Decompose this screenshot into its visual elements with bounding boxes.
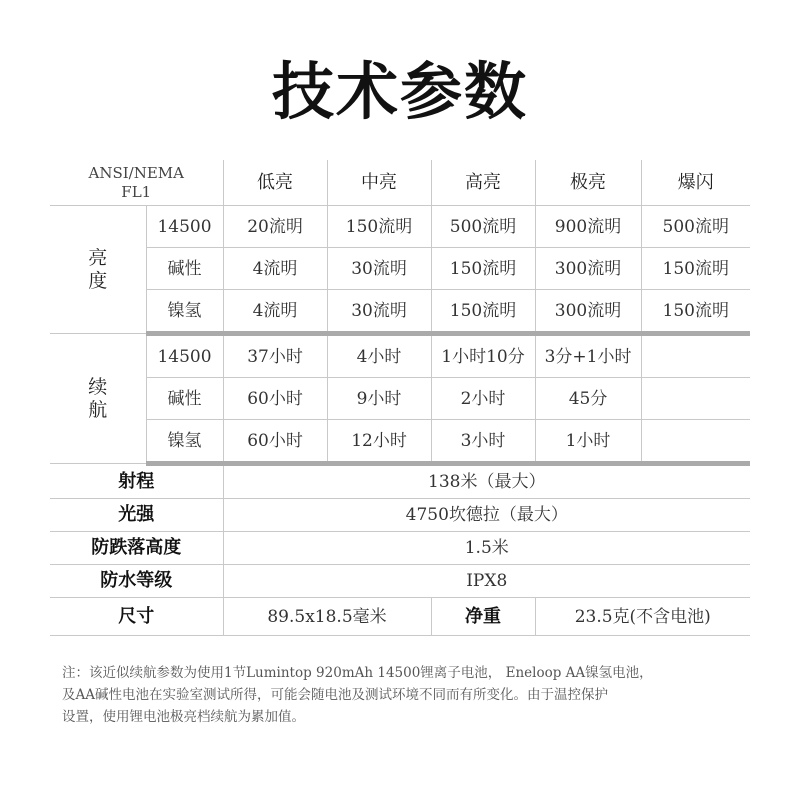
value-cell: 60小时 [223, 420, 327, 464]
battery-label: 碱性 [146, 378, 223, 420]
value-cell: 4小时 [327, 334, 431, 378]
battery-label: 14500 [146, 334, 223, 378]
value-cell: 3分+1小时 [535, 334, 641, 378]
battery-label: 14500 [146, 206, 223, 248]
runtime-label-char2: 航 [88, 398, 108, 421]
value-cell: 500流明 [431, 206, 535, 248]
battery-label: 镍氢 [146, 290, 223, 334]
spec-label: 防水等级 [50, 565, 223, 598]
standard-label-line2: FL1 [121, 182, 152, 201]
page-title: 技术参数 [271, 55, 528, 128]
spec-table [50, 160, 750, 636]
value-cell: 2小时 [431, 378, 535, 420]
value-cell: 150流明 [641, 290, 750, 334]
runtime-row-nimh [50, 420, 750, 464]
spec-row-waterproof [50, 565, 750, 598]
spec-row-impact [50, 532, 750, 565]
value-cell: 20流明 [223, 206, 327, 248]
spec-row-beam-distance [50, 464, 750, 499]
mode-header-low: 低亮 [223, 160, 327, 206]
standard-label-line1: ANSI/NEMA [88, 163, 184, 182]
weight-label: 净重 [431, 598, 535, 636]
mode-header-strobe: 爆闪 [641, 160, 750, 206]
standard-label-cell [50, 160, 223, 206]
value-cell: 30流明 [327, 290, 431, 334]
spec-label: 光强 [50, 499, 223, 532]
footnote [62, 662, 762, 728]
runtime-label-char1: 续 [88, 375, 108, 398]
battery-label: 碱性 [146, 248, 223, 290]
value-cell: 300流明 [535, 248, 641, 290]
spec-label: 射程 [50, 464, 223, 499]
mode-header-turbo: 极亮 [535, 160, 641, 206]
value-cell: 300流明 [535, 290, 641, 334]
mode-header-high: 高亮 [431, 160, 535, 206]
size-value: 89.5x18.5毫米 [223, 598, 431, 636]
spec-row-intensity [50, 499, 750, 532]
brightness-label-char2: 度 [88, 269, 108, 292]
value-cell: 3小时 [431, 420, 535, 464]
value-cell [641, 334, 750, 378]
spec-label: 防跌落高度 [50, 532, 223, 565]
runtime-row-14500 [50, 334, 750, 378]
runtime-group-label [50, 334, 146, 464]
value-cell: 30流明 [327, 248, 431, 290]
value-cell: 1小时 [535, 420, 641, 464]
runtime-row-alkaline [50, 378, 750, 420]
value-cell: 500流明 [641, 206, 750, 248]
spec-row-size-weight [50, 598, 750, 636]
value-cell: 1小时10分 [431, 334, 535, 378]
header-row [50, 160, 750, 206]
value-cell: 4流明 [223, 290, 327, 334]
size-label: 尺寸 [50, 598, 223, 636]
value-cell: 900流明 [535, 206, 641, 248]
value-cell: 150流明 [327, 206, 431, 248]
brightness-row-14500 [50, 206, 750, 248]
value-cell [641, 420, 750, 464]
value-cell: 45分 [535, 378, 641, 420]
value-cell: 9小时 [327, 378, 431, 420]
spec-value: 1.5米 [223, 532, 750, 565]
spec-value: 138米（最大） [223, 464, 750, 499]
value-cell: 150流明 [641, 248, 750, 290]
footnote-line: 及AA碱性电池在实验室测试所得，可能会随电池及测试环境不同而有所变化。由于温控保护 [62, 687, 608, 703]
value-cell: 150流明 [431, 248, 535, 290]
brightness-group-label [50, 206, 146, 334]
mode-header-medium: 中亮 [327, 160, 431, 206]
battery-label: 镍氢 [146, 420, 223, 464]
value-cell: 37小时 [223, 334, 327, 378]
brightness-row-nimh [50, 290, 750, 334]
spec-value: 4750坎德拉（最大） [223, 499, 750, 532]
spec-value: IPX8 [223, 565, 750, 598]
brightness-row-alkaline [50, 248, 750, 290]
weight-value: 23.5克(不含电池) [535, 598, 750, 636]
brightness-label-char1: 亮 [88, 246, 108, 269]
value-cell: 4流明 [223, 248, 327, 290]
value-cell: 150流明 [431, 290, 535, 334]
footnote-line: 注：该近似续航参数为使用1节Lumintop 920mAh 14500锂离子电池， Eneloop AA镍氢电池， [62, 665, 653, 681]
value-cell [641, 378, 750, 420]
value-cell: 60小时 [223, 378, 327, 420]
value-cell: 12小时 [327, 420, 431, 464]
footnote-line: 设置，使用锂电池极亮档续航为累加值。 [62, 709, 305, 725]
